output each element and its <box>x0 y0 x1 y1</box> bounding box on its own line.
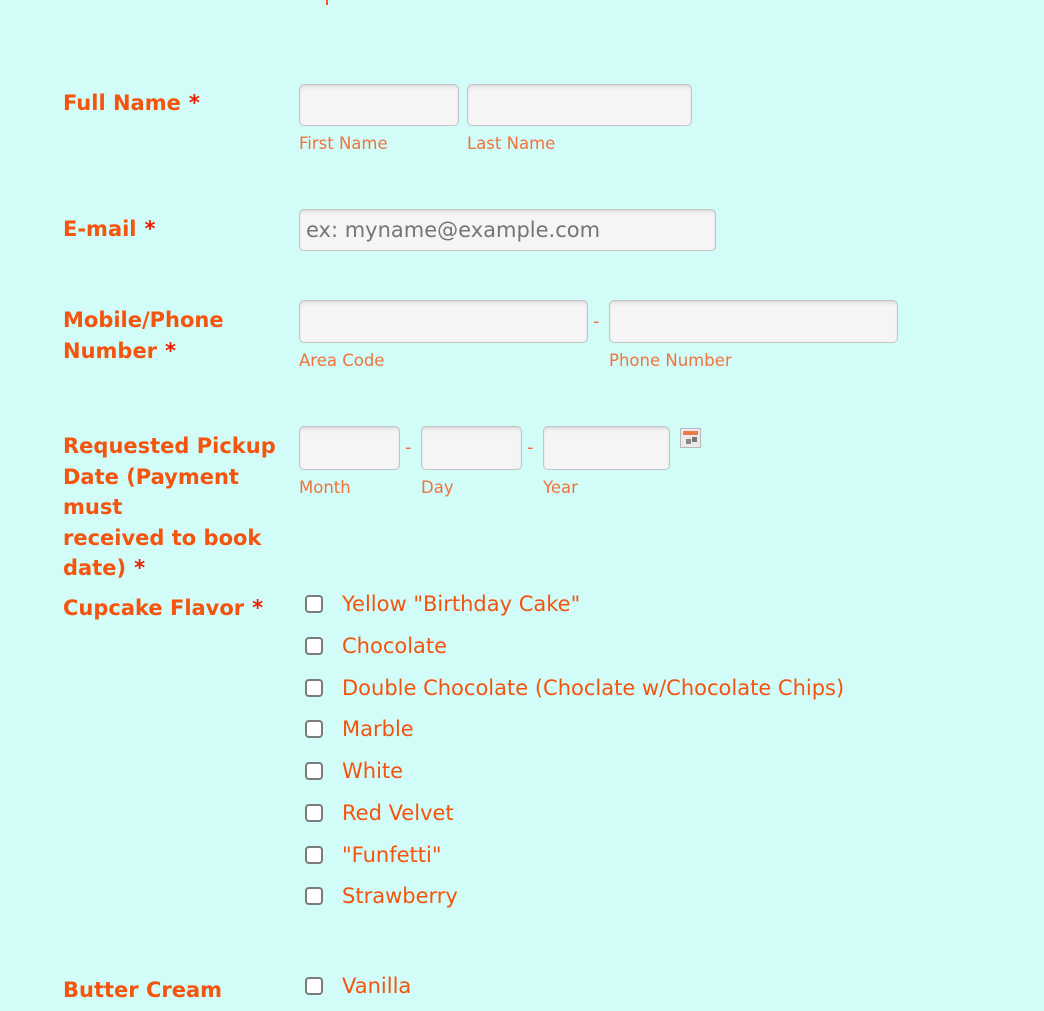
date-separator: - <box>405 437 412 458</box>
butter-cream-option-vanilla[interactable] <box>305 971 411 1001</box>
phone-number-input[interactable] <box>609 300 898 343</box>
month-input[interactable] <box>299 426 400 470</box>
required-asterisk: * <box>165 338 177 363</box>
checkbox[interactable] <box>305 846 323 864</box>
pickup-date-label <box>63 431 298 584</box>
checkbox[interactable] <box>305 679 323 697</box>
phone-label <box>63 305 298 366</box>
pickup-date-label-line: date) <box>63 556 127 580</box>
flavor-option-funfetti[interactable] <box>305 840 441 870</box>
checkbox[interactable] <box>305 804 323 822</box>
first-name-sublabel: First Name <box>299 134 388 153</box>
pickup-date-label-line: received to book <box>63 525 262 550</box>
checkbox[interactable] <box>305 720 323 738</box>
required-asterisk: * <box>144 217 156 241</box>
date-separator: - <box>527 437 534 458</box>
calendar-icon[interactable] <box>680 428 701 448</box>
phone-separator: - <box>593 311 600 332</box>
year-sublabel: Year <box>543 478 578 497</box>
flavor-option-strawberry[interactable] <box>305 881 458 911</box>
email-label-text: E-mail <box>63 217 137 241</box>
phone-number-sublabel: Phone Number <box>609 351 732 370</box>
last-name-sublabel: Last Name <box>467 134 556 153</box>
option-label: Chocolate <box>342 634 448 658</box>
checkbox[interactable] <box>305 637 323 655</box>
option-label: Vanilla <box>342 974 412 998</box>
email-input[interactable] <box>299 209 716 251</box>
year-input[interactable] <box>543 426 670 470</box>
required-asterisk: * <box>188 91 200 115</box>
option-label: Strawberry <box>342 884 458 908</box>
full-name-label-text: Full Name <box>63 91 181 115</box>
cupcake-flavor-label-text: Cupcake Flavor <box>63 596 245 620</box>
month-sublabel: Month <box>299 478 351 497</box>
area-code-input[interactable] <box>299 300 588 343</box>
flavor-option-marble[interactable] <box>305 714 414 744</box>
option-label: Double Chocolate (Choclate w/Chocolate Chips) <box>342 676 845 700</box>
last-name-input[interactable] <box>467 84 692 126</box>
option-label: Red Velvet <box>342 801 454 825</box>
option-label: "Funfetti" <box>342 843 442 867</box>
checkbox[interactable] <box>305 595 323 613</box>
flavor-option-chocolate[interactable] <box>305 631 447 661</box>
flavor-option-yellow-birthday-cake[interactable] <box>305 589 580 619</box>
checkbox[interactable] <box>305 887 323 905</box>
checkbox[interactable] <box>305 977 323 995</box>
butter-cream-label: Butter Cream <box>63 978 223 1002</box>
day-input[interactable] <box>421 426 522 470</box>
flavor-option-white[interactable] <box>305 756 403 786</box>
checkbox[interactable] <box>305 762 323 780</box>
flavor-option-red-velvet[interactable] <box>305 798 454 828</box>
full-name-label <box>63 88 298 119</box>
phone-label-line1: Mobile/Phone <box>63 308 224 332</box>
email-label <box>63 214 298 245</box>
option-label: White <box>342 759 404 783</box>
cupcake-flavor-label <box>63 593 298 624</box>
phone-label-line2: Number <box>63 338 158 363</box>
option-label: Marble <box>342 717 414 741</box>
area-code-sublabel: Area Code <box>299 351 385 370</box>
clipped-text-fragment <box>326 0 328 5</box>
required-asterisk: * <box>134 556 146 580</box>
pickup-date-label-line: Date (Payment must <box>63 464 239 519</box>
day-sublabel: Day <box>421 478 454 497</box>
pickup-date-label-line: Requested Pickup <box>63 434 276 458</box>
option-label: Yellow "Birthday Cake" <box>342 592 581 616</box>
first-name-input[interactable] <box>299 84 459 126</box>
required-asterisk: * <box>252 596 264 620</box>
flavor-option-double-chocolate[interactable] <box>305 673 844 703</box>
